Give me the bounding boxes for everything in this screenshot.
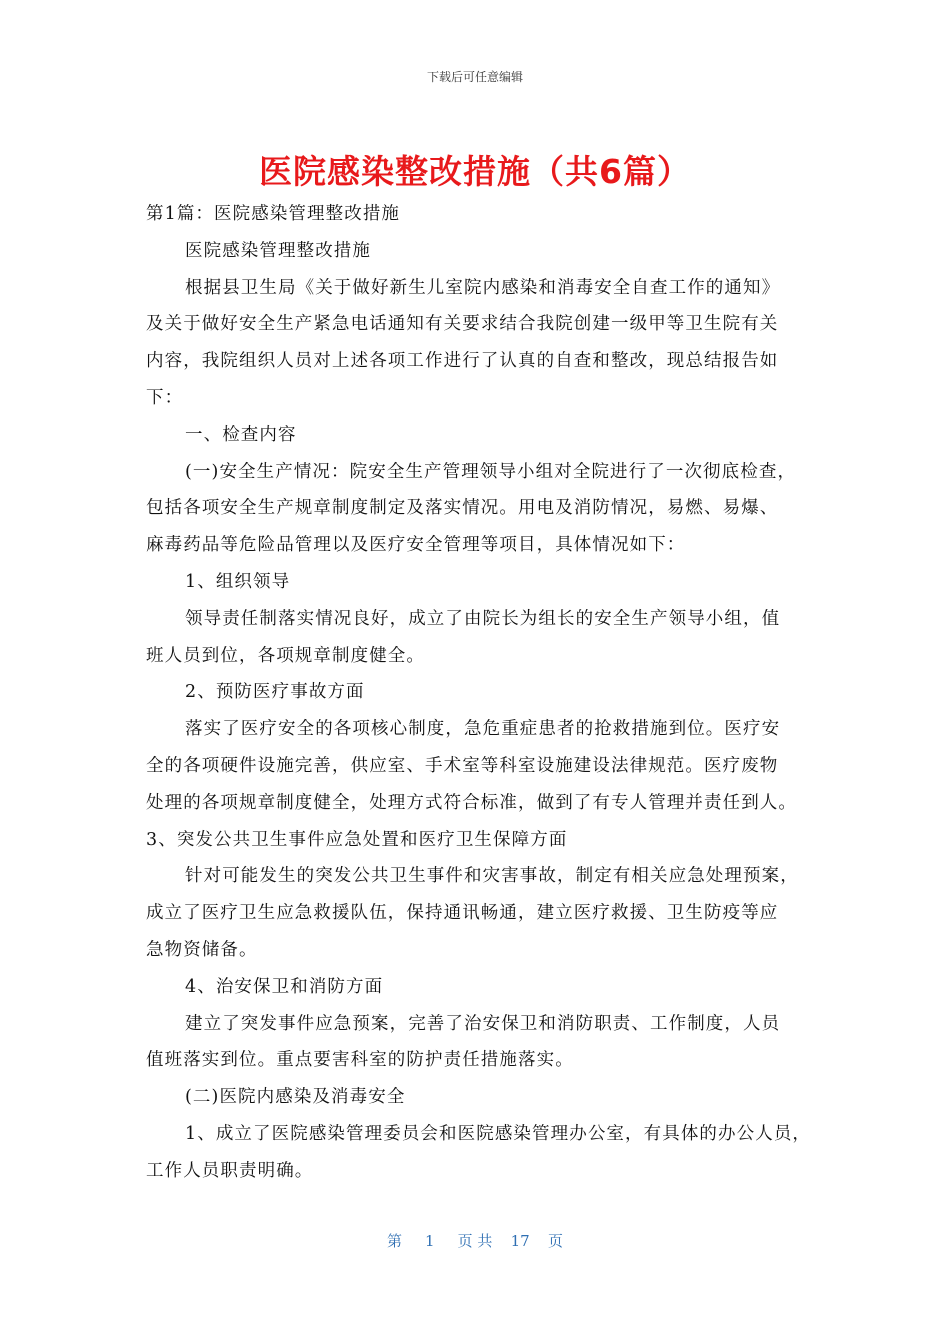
subheading: 一、检查内容	[185, 424, 297, 445]
paragraph-line: 值班落实到位。重点要害科室的防护责任措施落实。	[146, 1050, 574, 1071]
paragraph-line: 全的各项硬件设施完善，供应室、手术室等科室设施建设法律规范。医疗废物	[146, 755, 779, 776]
paragraph-line: 成立了医疗卫生应急救援队伍，保持通讯畅通，建立医疗救援、卫生防疫等应	[146, 903, 779, 924]
paragraph-line: 处理的各项规章制度健全，处理方式符合标准，做到了有专人管理并责任到人。	[146, 792, 797, 813]
subheading: 医院感染管理整改措施	[185, 240, 371, 261]
page-header-watermark: 下载后可任意编辑	[426, 70, 523, 84]
page-footer	[0, 1230, 950, 1251]
footer-total-pages: 17	[510, 1232, 530, 1250]
paragraph-line: 建立了突发事件应急预案，完善了治安保卫和消防职责、工作制度，人员	[185, 1013, 781, 1034]
subheading: 2、预防医疗事故方面	[185, 682, 365, 703]
subheading: 4、治安保卫和消防方面	[185, 976, 384, 997]
paragraph-line: 落实了医疗安全的各项核心制度，急危重症患者的抢救措施到位。医疗安	[185, 719, 781, 740]
paragraph-line: 麻毒药品等危险品管理以及医疗安全管理等项目，具体情况如下：	[146, 535, 686, 556]
footer-middle: 页 共	[457, 1232, 493, 1250]
paragraph-line: 根据县卫生局《关于做好新生儿室院内感染和消毒安全自查工作的通知》	[185, 277, 781, 298]
document-title: 医院感染整改措施（共6篇）	[259, 152, 691, 191]
section-heading: 第1篇：医院感染管理整改措施	[146, 204, 401, 224]
subheading: 1、组织领导	[185, 571, 291, 592]
paragraph-line: 针对可能发生的突发公共卫生事件和灾害事故，制定有相关应急处理预案，	[185, 866, 799, 887]
paragraph-line: 急物资储备。	[146, 939, 258, 960]
paragraph-line: 1、成立了医院感染管理委员会和医院感染管理办公室，有具体的办公人员，	[185, 1123, 812, 1144]
paragraph-line: 班人员到位，各项规章制度健全。	[146, 645, 425, 666]
paragraph-line: 及关于做好安全生产紧急电话通知有关要求结合我院创建一级甲等卫生院有关	[146, 314, 779, 335]
document-body	[146, 196, 816, 1190]
paragraph-line: (一)安全生产情况：院安全生产管理领导小组对全院进行了一次彻底检查，	[185, 461, 797, 482]
paragraph-line: 工作人员职责明确。	[146, 1160, 314, 1181]
footer-page-number: 1	[425, 1232, 435, 1250]
paragraph-line: 包括各项安全生产规章制度制定及落实情况。用电及消防情况，易燃、易爆、	[146, 498, 779, 519]
paragraph-line: 领导责任制落实情况良好，成立了由院长为组长的安全生产领导小组，值	[185, 608, 781, 629]
subheading: 3、突发公共卫生事件应急处置和医疗卫生保障方面	[146, 829, 568, 850]
footer-suffix: 页	[547, 1232, 563, 1250]
subheading: (二)医院内感染及消毒安全	[185, 1087, 406, 1108]
footer-prefix: 第	[387, 1232, 403, 1250]
paragraph-line: 内容，我院组织人员对上述各项工作进行了认真的自查和整改，现总结报告如	[146, 351, 779, 372]
paragraph-line: 下：	[146, 387, 184, 408]
